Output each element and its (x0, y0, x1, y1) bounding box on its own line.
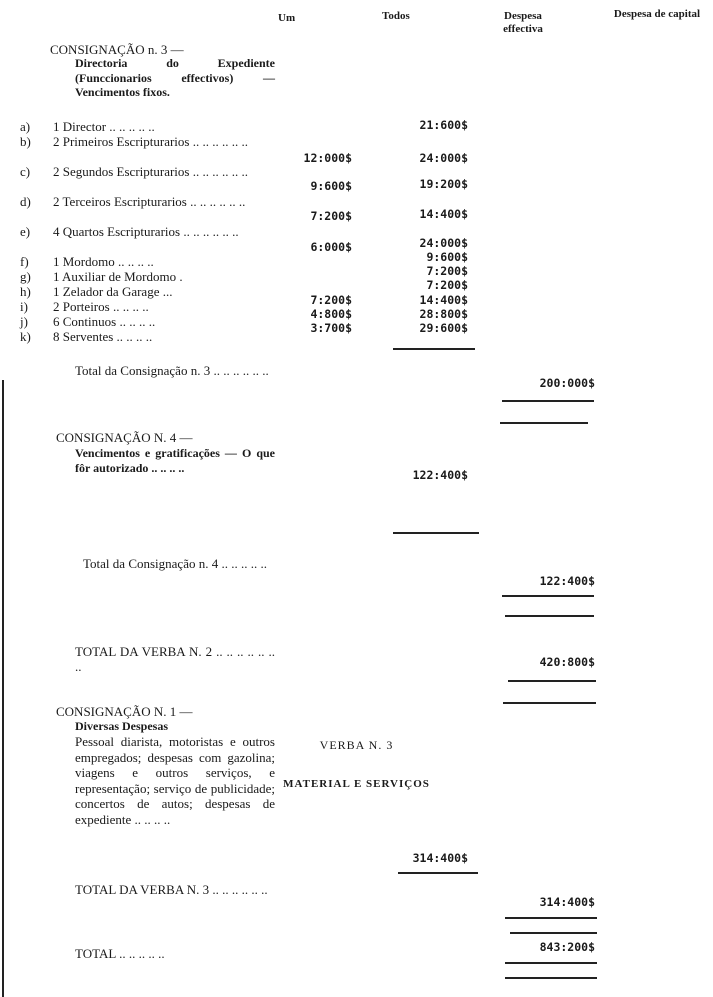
row-label: h) (20, 284, 31, 299)
row-text: 1 Director .. .. .. .. .. (53, 119, 155, 134)
row-text: 1 Zelador da Garage ... (53, 284, 173, 299)
total-rule (505, 962, 597, 964)
row-um: 7:200$ (310, 293, 352, 307)
row-label: i) (20, 299, 28, 314)
row-label: f) (20, 254, 29, 269)
row-label: a) (20, 119, 31, 134)
row-um: 4:800$ (310, 307, 352, 321)
row-um: 12:000$ (303, 151, 352, 165)
verba3-subtitle: MATERIAL E SERVIÇOS (283, 778, 430, 790)
row-todos: 9:600$ (426, 250, 468, 264)
row-um: 6:000$ (310, 240, 352, 254)
total-rule (505, 917, 597, 919)
consig3-total-label: Total da Consignação n. 3 .. .. .. .. .. .. (75, 363, 269, 378)
page-border (2, 380, 4, 997)
consig3-description: Directoria do Expediente (Funccionarios effectivos) — Vencimentos fixos. (75, 56, 275, 99)
row-um: 9:600$ (310, 179, 352, 193)
row-todos: 7:200$ (426, 264, 468, 278)
row-todos: 14:400$ (419, 207, 468, 221)
subtotal-rule (393, 532, 479, 534)
total-rule (502, 595, 594, 597)
row-label: b) (20, 134, 31, 149)
row-todos: 24:000$ (419, 151, 468, 165)
consig1-title: CONSIGNAÇÃO N. 1 — (56, 704, 193, 719)
row-text: 4 Quartos Escripturarios .. .. .. .. .. .. (53, 224, 239, 239)
row-label: k) (20, 329, 31, 344)
row-label: e) (20, 224, 31, 239)
row-label: d) (20, 194, 31, 209)
row-todos: 28:800$ (419, 307, 468, 321)
row-um: 3:700$ (310, 321, 352, 335)
consig3-total-value: 200:000$ (539, 376, 595, 390)
consig1-subtitle: Diversas Despesas (75, 719, 168, 733)
header-um: Um (278, 12, 296, 24)
header-todos: Todos (382, 10, 410, 22)
row-text: 2 Primeiros Escripturarios .. .. .. .. .. .. (53, 134, 248, 149)
verba2-total-value: 420:800$ (539, 655, 595, 669)
row-text: 2 Segundos Escripturarios .. .. .. .. .. .. (53, 164, 248, 179)
grand-total-label: TOTAL .. .. .. .. .. (75, 946, 165, 961)
verba3-title: VERBA N. 3 (319, 738, 394, 752)
consig4-todos-value: 122:400$ (412, 468, 468, 482)
row-text: 6 Continuos .. .. .. .. (53, 314, 156, 329)
row-text: 1 Auxiliar de Mordomo . (53, 269, 183, 284)
total-rule (500, 422, 588, 424)
consig4-title: CONSIGNAÇÃO N. 4 — (56, 430, 193, 445)
verba3-total-value: 314:400$ (539, 895, 595, 909)
row-todos: 7:200$ (426, 278, 468, 292)
consig4-description: Vencimentos e gratificações — O que fôr autorizado .. .. .. .. (75, 446, 275, 475)
row-todos: 24:000$ (419, 236, 468, 250)
total-rule (510, 932, 597, 934)
consig4-total-label: Total da Consignação n. 4 .. .. .. .. .. (83, 556, 267, 571)
header-despesa-capital: Despesa de capital (613, 8, 701, 20)
verba2-total-label: TOTAL DA VERBA N. 2 .. .. .. .. .. .. .. (75, 644, 275, 674)
subtotal-rule (398, 872, 478, 874)
subtotal-rule (393, 348, 475, 350)
row-label: g) (20, 269, 31, 284)
row-todos: 19:200$ (419, 177, 468, 191)
row-text: 1 Mordomo .. .. .. .. (53, 254, 154, 269)
grand-total-value: 843:200$ (539, 940, 595, 954)
row-um: 7:200$ (310, 209, 352, 223)
row-label: j) (20, 314, 28, 329)
row-label: c) (20, 164, 31, 179)
total-rule (502, 400, 594, 402)
consig1-todos-value: 314:400$ (412, 851, 468, 865)
total-rule (505, 615, 594, 617)
consig4-total-value: 122:400$ (539, 574, 595, 588)
header-despesa-effectiva: Despesa effectiva (503, 10, 543, 35)
row-todos: 21:600$ (419, 118, 468, 132)
row-text: 2 Porteiros .. .. .. .. (53, 299, 149, 314)
consig1-description: Pessoal diarista, motoristas e outros empregados; despesas com gazolina; viagens e outros serviços, e representação; serviço de publicidade; concertos de autos; despesas de expediente .. .. .. .. (75, 734, 275, 827)
row-text: 8 Serventes .. .. .. .. (53, 329, 153, 344)
total-rule (508, 680, 596, 682)
row-text: 2 Terceiros Escripturarios .. .. .. .. .. .. (53, 194, 246, 209)
total-rule (505, 977, 597, 979)
consig3-title: CONSIGNAÇÃO n. 3 — (50, 42, 184, 57)
verba3-total-label: TOTAL DA VERBA N. 3 .. .. .. .. .. .. (75, 882, 268, 897)
row-todos: 14:400$ (419, 293, 468, 307)
total-rule (503, 702, 596, 704)
row-todos: 29:600$ (419, 321, 468, 335)
